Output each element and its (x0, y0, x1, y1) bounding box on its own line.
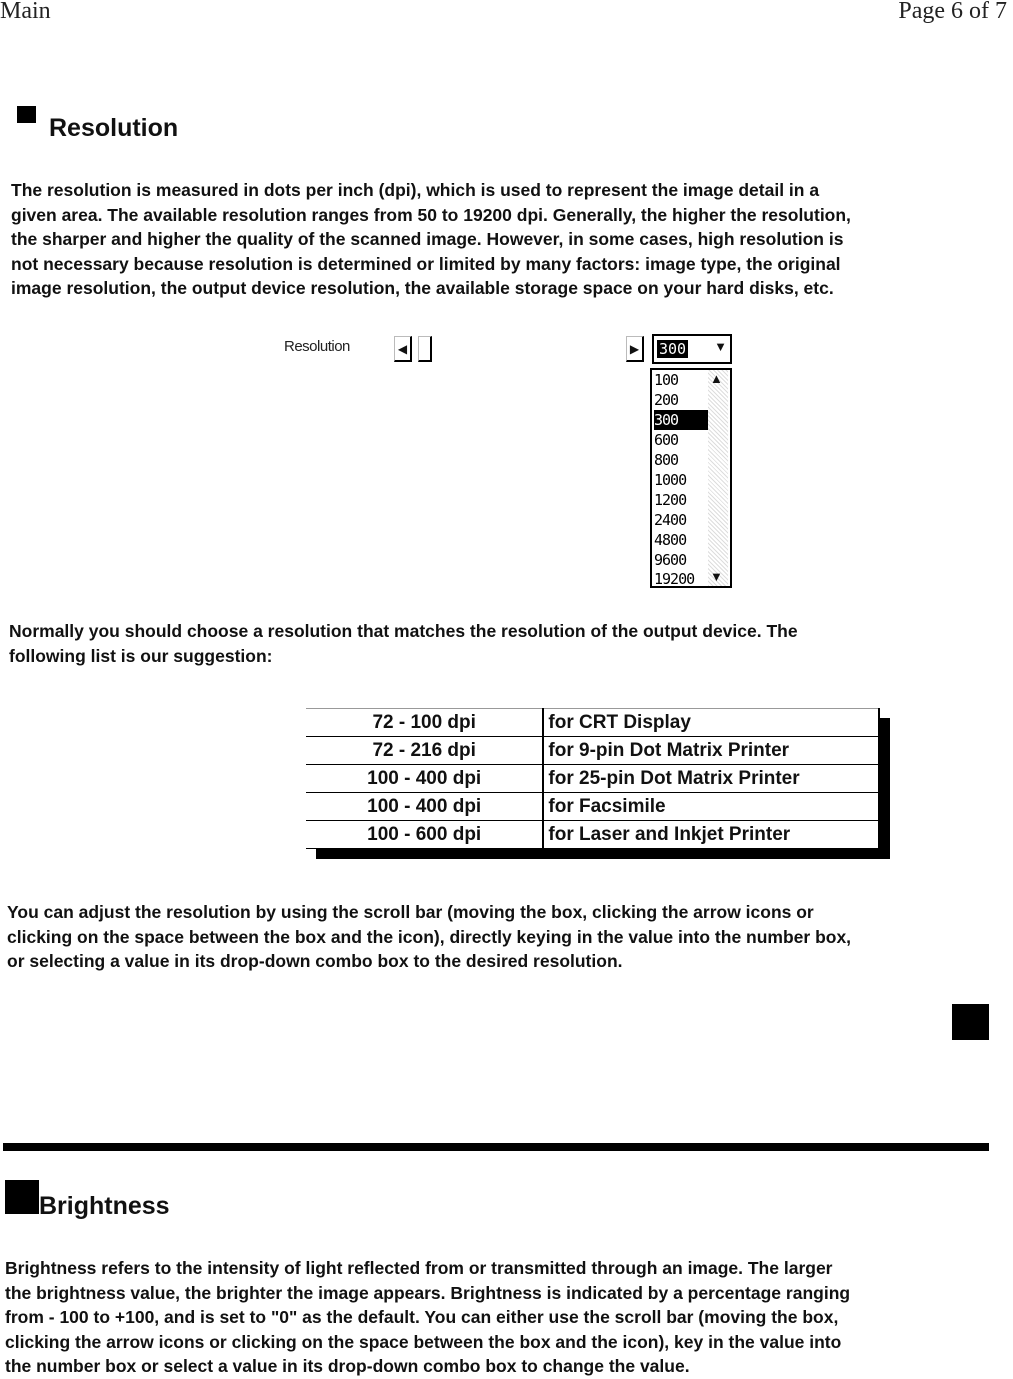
device-cell: for 9-pin Dot Matrix Printer (543, 737, 879, 765)
text-line: clicking on the space between the box and the icon), directly keying in the value into the number box, (7, 926, 852, 947)
dpi-range-cell: 72 - 100 dpi (306, 709, 543, 737)
table-row (306, 765, 879, 793)
resolution-dropdown-list[interactable] (650, 368, 732, 588)
text-line: the sharper and higher the quality of the scanned image. However, in some cases, high resolution is (11, 229, 844, 249)
scroll-right-arrow-icon[interactable]: ▶ (626, 336, 644, 362)
text-line: the number box or select a value in its drop-down combo box to change the value. (5, 1356, 690, 1376)
brightness-heading: Brightness (39, 1192, 170, 1220)
dpi-range-cell: 100 - 600 dpi (306, 821, 543, 849)
text-line: the brightness value, the brighter the image appears. Brightness is indicated by a percentage ranging (5, 1282, 851, 1303)
text-line: Normally you should choose a resolution that matches the resolution of the output device. The (9, 621, 798, 641)
brightness-paragraph (5, 1256, 850, 1379)
resolution-heading: Resolution (49, 114, 179, 142)
scroll-up-arrow-icon[interactable]: ▲ (710, 371, 723, 386)
dropdown-option[interactable]: 600 (654, 431, 679, 449)
dropdown-scrollbar[interactable] (708, 370, 728, 586)
dpi-range-cell: 100 - 400 dpi (306, 765, 543, 793)
suggestion-paragraph (9, 619, 798, 668)
resolution-combo-box[interactable] (652, 334, 732, 364)
text-line: given area. The available resolution ranges from 50 to 19200 dpi. Generally, the higher the resolution, (11, 204, 851, 225)
table-row (306, 737, 879, 765)
device-cell: for Facsimile (543, 793, 879, 821)
scroll-track[interactable] (444, 336, 624, 362)
scroll-thumb[interactable] (418, 336, 432, 362)
text-line: from - 100 to +100, and is set to "0" as the default. You can either use the scroll bar (moving the box, (5, 1307, 839, 1327)
dpi-range-cell: 72 - 216 dpi (306, 737, 543, 765)
dropdown-option[interactable]: 100 (654, 371, 679, 389)
suggestion-table (306, 708, 880, 849)
dropdown-option-selected[interactable]: 300 (654, 410, 708, 430)
square-bullet-icon (5, 1180, 39, 1214)
text-line: Brightness refers to the intensity of light reflected from or transmitted through an image. The larger (5, 1258, 833, 1278)
scroll-down-arrow-icon[interactable]: ▼ (710, 569, 723, 584)
device-cell: for 25-pin Dot Matrix Printer (543, 765, 879, 793)
header-section-name: Main (0, 0, 51, 24)
dropdown-option[interactable]: 200 (654, 391, 679, 409)
combo-value[interactable]: 300 (659, 340, 687, 358)
text-line: image resolution, the output device resolution, the available storage space on your hard disks, etc. (11, 278, 834, 298)
dropdown-option[interactable]: 19200 (654, 570, 695, 588)
text-line: following list is our suggestion: (9, 645, 273, 666)
table-row (306, 709, 879, 737)
adjust-paragraph (7, 900, 851, 974)
black-block-mark (952, 1004, 989, 1040)
text-line: clicking the arrow icons or clicking on the space between the box and the icon), key in the value into (5, 1331, 842, 1352)
dropdown-option[interactable]: 1000 (654, 471, 687, 489)
resolution-label: Resolution (284, 338, 350, 355)
text-line: The resolution is measured in dots per inch (dpi), which is used to represent the image detail in a (11, 180, 820, 200)
header-page-number: Page 6 of 7 (898, 0, 1007, 24)
text-line: not necessary because resolution is determined or limited by many factors: image type, the original (11, 253, 841, 274)
dropdown-option[interactable]: 4800 (654, 531, 687, 549)
text-line: or selecting a value in its drop-down combo box to the desired resolution. (7, 951, 623, 971)
dropdown-option[interactable]: 1200 (654, 491, 687, 509)
text-line: You can adjust the resolution by using the scroll bar (moving the box, clicking the arrow icons or (7, 902, 814, 922)
scroll-left-arrow-icon[interactable]: ◀ (394, 336, 412, 362)
dropdown-option[interactable]: 9600 (654, 551, 687, 569)
table-row (306, 821, 879, 849)
resolution-intro-paragraph (11, 178, 851, 301)
section-divider (3, 1143, 989, 1151)
dropdown-option[interactable]: 800 (654, 451, 679, 469)
square-bullet-icon (17, 106, 36, 123)
chevron-down-icon[interactable]: ▼ (714, 339, 727, 354)
device-cell: for Laser and Inkjet Printer (543, 821, 879, 849)
table-row (306, 793, 879, 821)
device-cell: for CRT Display (543, 709, 879, 737)
dropdown-option[interactable]: 2400 (654, 511, 687, 529)
dpi-range-cell: 100 - 400 dpi (306, 793, 543, 821)
